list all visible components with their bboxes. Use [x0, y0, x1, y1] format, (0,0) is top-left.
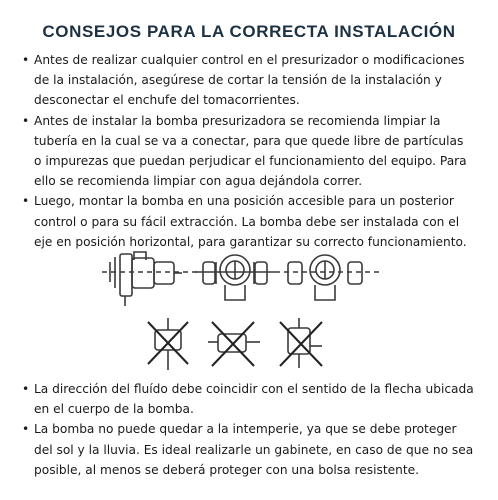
tips-list-top	[22, 50, 474, 252]
pump-front-view-icon	[195, 255, 275, 300]
list-item: • La dirección del fluído debe coincidir con el sentido de la flecha ubicada en el cuerpo de la bomba.	[22, 379, 474, 419]
page-title: CONSEJOS PARA LA CORRECTA INSTALACIÓN	[42, 22, 456, 41]
pump-front-view-icon	[275, 255, 380, 300]
list-item: • Antes de realizar cualquier control en el presurizador o modificaciones de la instalación, asegúrese de cortar la tensión de la instalación y desconectar el enchufe del tomacorrientes.	[22, 50, 474, 111]
pump-horizontal-icon	[102, 252, 200, 306]
list-item: • Antes de instalar la bomba presurizadora se recomienda limpiar la tubería en la cual se va a conectar, para que quede libre de partículas o impurezas que puedan perjudicar el funcionamiento del equipo. Para ello se recomienda limpiar con agua dejándola correr.	[22, 111, 474, 192]
pump-installation-orientation-diagram-icon	[100, 242, 400, 377]
list-item: • Luego, montar la bomba en una posición accesible para un posterior control o para su fácil extracción. La bomba debe ser instalada con el eje en posición horizontal, para garantizar su correcto funcionamiento.	[22, 191, 474, 252]
wrong-orientation-1-icon	[148, 318, 188, 370]
list-item: • La bomba no puede quedar a la intemperie, ya que se debe proteger del sol y la lluvia. Es ideal realizarle un gabinete, en caso de que no sea posible, al menos se deberá proteger con una bolsa resistente.	[22, 419, 474, 480]
pump-orientation-figure	[100, 242, 400, 377]
wrong-orientation-3-icon	[280, 318, 322, 368]
tips-list-bottom	[22, 379, 474, 480]
wrong-orientation-2-icon	[208, 322, 260, 366]
